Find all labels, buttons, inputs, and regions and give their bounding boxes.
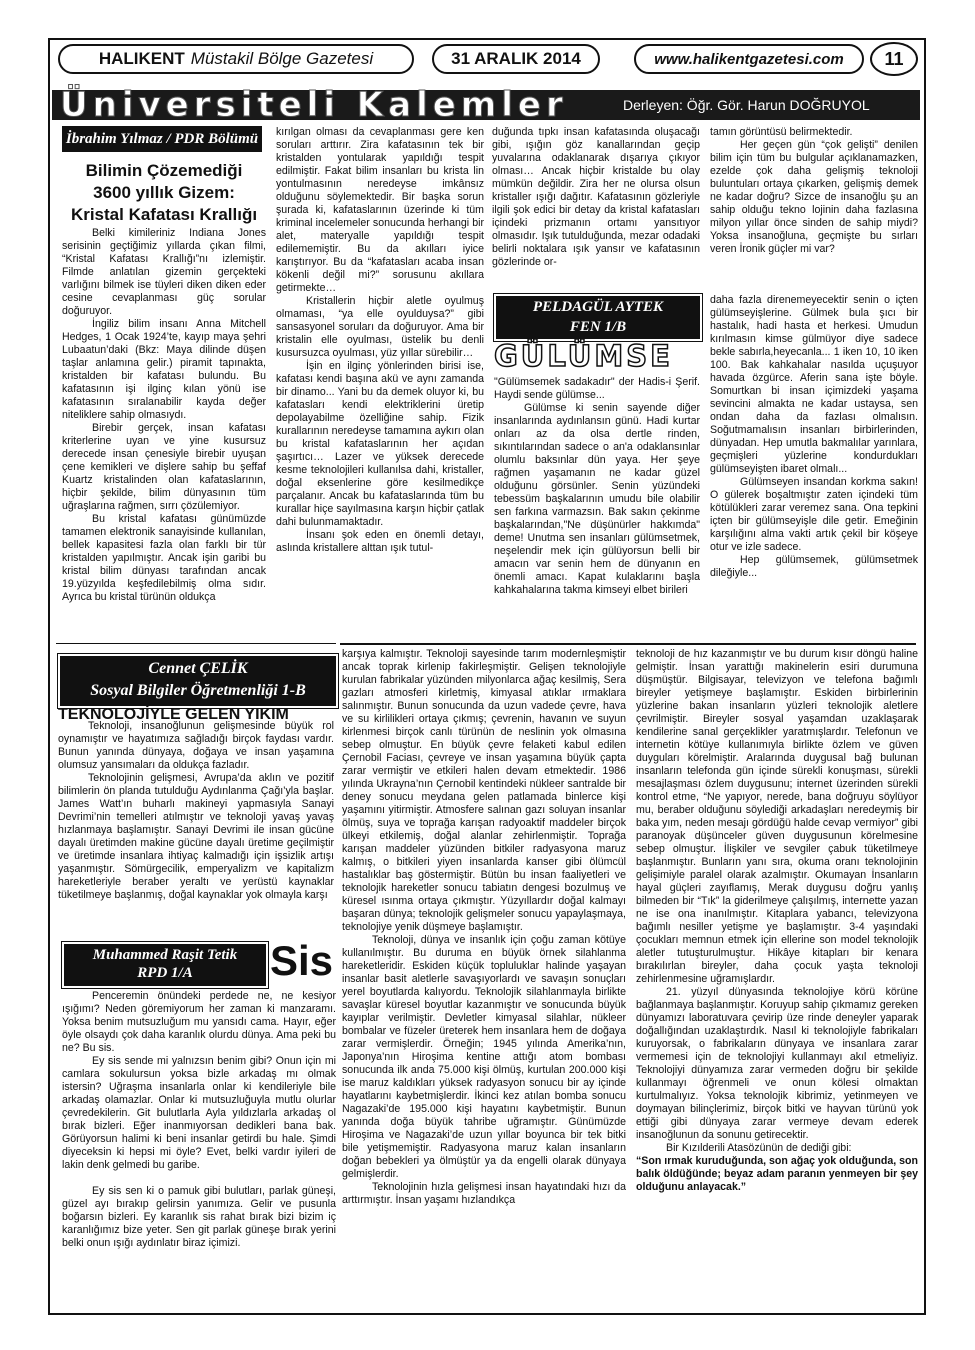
- paragraph: Bir Kızılderili Atasözünün de dediği gibi:: [666, 1142, 852, 1154]
- article2-author-class: FEN 1/B: [569, 319, 627, 335]
- article3-author-box: [58, 654, 338, 708]
- article4-author-class: RPD 1/A: [137, 965, 193, 981]
- masthead-date-pill: [432, 44, 600, 74]
- article1-author-box: [62, 126, 262, 152]
- paragraph: karşıya kalmıştır. Teknoloji sayesinde tarım modernleşmiştir ancak toprak kirlenip fakirleşmiştir. Gelişen teknolojiyle kurulan fabrikalar yüzünden milyonlarca ağaç kesilmiş, Sera gazları atmosferi kirletmiş, kimyasal atıklar ırmaklara salınmıştır. Bunun sonucunda da uzun vadede çevre, hava ve su kirlilikleri ortaya çıkmış; çevrenin, havanın ve suyun kirlenmesi birçok canlı türünün de neslinin yok olmasına sebep olmuştur. En büyük çevre felaketi kabul edilen Çernobil Faciası, çevreye ve insan yaşamına büyük çapta zarar vermiştir ve etkileri halen devam etmektedir. 1986 yılında Ukrayna’nın Çernobil kentindeki nükleer santralde bir deney sonucu meydana gelen patlamada binlerce kişi yaşamını yitirmiştir. Atmosfere salınan gazı soluyan insanlar ölmüş, suya ve toprağa karışan radyoaktif maddeler birçok ülkeyi etkilemiş, doğal alanlar zehirlenmiştir. Toprağa karışan maddeler yüzünden bitkiler radyasyona maruz kalmış, o bitkileri yiyen insanlarda kanser gibi ölümcül hastalıklar baş göstermiştir. Bütün bu insan faaliyetleri ve teknolojik hareketler sonucu tabiatın dengesi bozulmuş ve küresel ısınma ortaya çıkmıştır. Yüzyıllardır doğal kalmayı başaran dünya; teknolojik gelişmeler sonucu yapaylaşmaya, teknolojiye yenik düşmeye başlamıştır.: [342, 648, 626, 933]
- paragraph: İngiliz bilim insanı Anna Mitchell Hedges, 1 Ocak 1924’te, kayıp maya şehri Lubaatun’daki (Bkz: Maya dilinde düşen taşlar anlamına gelir.) piramit tapınakta, kristalden bir kafatası bulundu. Bu kafatasının işi ilginç kılan yönü ise kafatasının sıralanabilir kayda değer niteliklere sahip olmasıydı.: [62, 318, 266, 421]
- paper-brand: HALIKENT: [98, 49, 185, 68]
- middle-divider: [340, 643, 916, 645]
- paragraph: Gülümse ki senin sayende diğer insanlarında aydınlansın günü. Hadi kurtar onları az da olsa dertle rinden, sıkıntılarından sadece o an'a odaklansınlar olumlu baksınlar dün yaya. Her şeye rağmen yaşamanın ne kadar güzel olduğunu görsünler. Senin yüzündeki tebessüm başkalarının umudu bile olabilir sen farkına varmazsın. Bak sakın çekinme başkalarından,"Ne düşünürler hakkımda" deme! Unutma sen insanları gülümsetmek, neşelendir mek için gülüyorsun belli bir amacın var senin hem de dünyanın en önemli amacı. Kapat kulaklarını başla kahkahalarına takma kimseyi elbet birileri: [494, 402, 700, 596]
- paragraph: [62, 1172, 336, 1185]
- website-link: www.halikentgazetesi.com: [654, 50, 844, 68]
- article2-author-box: [494, 294, 702, 341]
- article3-column-1: [58, 720, 334, 930]
- paragraph: Bu kristal kafatası günümüzde tamamen elektronik sanayisinde kullanılan, bellek kapasitesi fazla olan farklı bir tür kristalden yapılmıştır. Ancak işin garibi bu kristal bilim dünyası tarafından ancak 19.yüzyılda keşfedilebilmiş olma sıdır. Ayrıca bu kristal türünün oldukça: [62, 513, 266, 603]
- paragraph: tamın görüntüsü belirmektedir.: [710, 126, 853, 138]
- paragraph: Teknolojinin gelişmesi, Avrupa’da aklın ve pozitif bilimlerin ön planda tutulduğu Aydınlanma Çağı’yla başlar. James Watt’ın buharlı makineyi yapmasıyla Sanayi Devrimi’nin temelleri atılmıştır ve teknoloji yavaş yavaş hızlanmaya başlamıştır. Sanayi Devrimi ile insan gücüne dayalı üretimden makine gücüne dayalı üretime geçilmiştir ve üretimde insanlara ihtiyaç kalmadığı için işsizlik artışı yaşanmıştır. Sömürgecilik, emperyalizm ve kapitalizm hareketleriyle beraber yeraltı ve yerüstü kaynaklar tüketilmeye başlanmış, doğal kaynaklar yok olmayla karşı: [58, 772, 334, 901]
- article1-column-4: [710, 126, 918, 284]
- article4-title: Sis: [270, 937, 334, 984]
- article1-column-3: [492, 126, 700, 281]
- paragraph: Penceremin önündeki perdede ne, ne kesiyor ışığımı? Neden göremiyorum her zaman ki manzaramı. Yoksa benim mutsuzluğum mu yansıdı cama. Hayır, eğer öyle olsaydı çok daha karanlık olurdu dünya. Ama peki bu ne? Bu sis.: [62, 990, 336, 1054]
- article3-column-3: [636, 648, 918, 1308]
- article2-column-2: [710, 294, 918, 638]
- left-divider: [56, 643, 336, 644]
- paragraph: Hep gülümsemek, gülümsetmek dileğiyle...: [710, 554, 918, 579]
- paragraph: Birebir gerçek, insan kafatası kriterlerine uyan ve yine kusursuz derecede insan çenesiyle birebir uyuşan çene kemikleri ve dişlere sahip bu şeffaf Kuartz kristalinden olan kafataslarının, hiçbir şekilde, bilim dünyasının tüm uğraşlarına rağmen, sırrı çözülemiyor.: [62, 422, 266, 512]
- article2-column-1: [494, 376, 700, 638]
- article3-column-2: [342, 648, 626, 1308]
- paragraph: Ey sis sen ki o pamuk gibi bulutları, parlak güneşi, güzel ayı bırakıp gelirsin yanımıza. Gelir ve pusunla boğarsın bizleri. Ey karanlık sis rahat bırak bizi bizim iç karanlığımız bize yeter. Sen git parlak güneşe bırak yerini belki onun ışığı aydınlatır biraz içimizi.: [62, 1185, 336, 1249]
- section-compiler: Derleyen: Öğr. Gör. Harun DOĞRUYOL: [623, 97, 870, 113]
- paragraph: 21. yüzyıl dünyasında teknolojiye körü körüne bağlanmaya başlanmıştır. Koruyup sahip çıkmamız gereken dünyamızı laboratuvara çevirip üze rinde deneyler yaparak doğallığından uzaklaştırdık. Nasıl ki teknolojiyle fabrikaları kuruyorsak, o fabrikaların dünyaya ve insanlara zarar vermemesi için de teknolojiyi kullanmayı akıl etmeliyiz. Teknolojiyi dünyamıza zarar vermeden doğru bir şekilde kullanmayı öğrenmeli ve onun kölesi olmaktan kurtulmalıyız. Yoksa teknolojik kibrimiz, yetinmeyen ve doymayan bilinçlerimiz, birçok bitki ve hayvan türünü yok ettiği gibi dünyaya zarar vermeye devam ederek insanoğlunun da sonunu getirecektir.: [636, 986, 918, 1141]
- issue-date: 31 ARALIK 2014: [451, 49, 581, 68]
- paper-subtitle: Müstakil Bölge Gazetesi: [190, 49, 374, 68]
- paragraph: "Gülümsemek sadakadır" der Hadis-i Şerif. Haydi sende gülümse...: [494, 376, 700, 401]
- article1-author: İbrahim Yılmaz / PDR Bölümü: [65, 131, 259, 147]
- paragraph: Teknolojinin hızla gelişmesi insan hayatındaki hızı da arttırmıştır. İnsan yaşamı hızlandıkça: [342, 1181, 626, 1206]
- article3-title: TEKNOLOJİYLE GELEN YIKIM: [58, 706, 289, 723]
- article2-author-name: PELDAGÜL AYTEK: [532, 299, 664, 315]
- paragraph: İşin en ilginç yönlerinden birisi ise, kafatası kendi başına akü ve aynı zamanda bir dinamo... Yani bu da demek oluyor ki, bu kafatasları kendi elektriklerini üretip depolayabilme özelliğine sahip. Fizik kurallarının neredeyse tamamına aykırı olan bu kristal kafataslarının her açıdan şaşırtıcı… Lazer ve yüksek derecede kesme teknolojileri kullanılsa dahi, kristaller, doğal eksenlerine göre kesilmedikçe parçalanır. Ancak bu kafataslarında tüm bu kurallar hiçe sayılmasına karşın hiçbir çatlak dahi bulunmamaktadır.: [276, 360, 484, 528]
- paragraph: kırılgan olması da cevaplanması gere ken soruları arttırır. Zira kafatasının tek bir kristalden yontularak yapıldığı tespit edilmiştir. Fakat bilim insanları bu krista lin yontulmasının neredeyse imkânsız olduğunu söylemektedir. Bir başka sorun şurada ki, kafataslarının üzerinde ki tüm kriminal incelemeler sonucunda herhangi bir alet, materyalle yapıldığı tespit edilememiştir. Bu da akılları iyice karıştırıyor. Bu da “kafatasları acaba insan kökenli değil mi?” sorusunu akıllara getirmekte…: [276, 126, 484, 294]
- paragraph: Teknoloji, insanoğlunun gelişmesinde büyük rol oynamıştır ve hayatımıza sağladığı birçok faydası vardır. Bunun yanında dünyaya, doğaya ve insan yaşamına olumsuz yansımaları da oldukça fazladır.: [58, 720, 334, 771]
- article1-column-1: [62, 227, 266, 637]
- paragraph: Teknoloji, dünya ve insanlık için çoğu zaman kötüye kullanılmıştır. Bu duruma en büyük örnek silahlanma hareketleridir. Eskiden küçük topluluklar halinde yaşayan insanlar basit aletlerle savaşıyorlardı ve savaşın sonuçları yerel boyutlarda kalıyordu. Teknolojik silahlanmayla birlikte savaşlar küresel boyutlar kazanmıştır ve sonucunda büyük kayıplar verilmiştir. Devletler kimyasal silahlar, nükleer bombalar ve füzeler üreterek hem insanlara hem de doğaya zarar vermişlerdir. Örneğin; 1945 yılında Amerika’nın, Japonya’nın Hiroşima kentine attığı atom bombası sonucunda ilk anda 75.000 kişi ölmüş, kurtulan 200.000 kişi ise maruz kaldıkları yüksek radyasyon sonucu bir ay içinde hayatlarını kaybetmişlerdir. İkinci kez atılan bomba sonucu Nagazaki’de 195.000 kişi hayatını kaybetmiştir. Bunun yanında doğa büyük tahribe uğramıştır. Günümüzde Hiroşima ve Nagazaki’de uzun yıllar boyunca bir tek bitki bile yetişmemiştir. Radyasyona maruz kalan insanların doğan bebekleri ya ölmüştür ya da engelli olarak dünyaya gelmişlerdir.: [342, 934, 626, 1180]
- article4-author-box: [62, 942, 268, 988]
- paragraph: daha fazla direnemeyecektir senin o içten gülümseyişlerine. Gülmek bula şıcı bir hastalık, hadi hasta et herkesi. Umudun kırılmasın kimse gülmüyor diye sadece bekle sabırla,heyecanla... 1 iken 10, 10 iken 100. Bak kahkahalar nasılda uçuşuyor havada özgürce. Aferin sana işte böyle. Somurtkan bi insan içimizdeki yaşama sevincini almakta ne kadar ustaysa, sen ondan daha da fazlası olmalısın. Soğutmamalısın insanları birbirlerinden, dünyadan. Hep umutla bakmalılar yarınlara, geçmişleri yüzlerine kondurdukları gülümseyişten ibaret olmalı...: [710, 294, 918, 475]
- page-number-pill: [870, 42, 918, 76]
- paragraph: duğunda tıpkı insan kafatasında oluşacağı gibi, ışığın göz kanallarından geçip yuvalarına odaklanarak dışarıya çıkıyor olması… Ancak hiçbir kristalde bu olay mümkün değildir. Zira her ne olursa olsun kristaller ışığı dağıtır. Kafatasının gözleriyle ilgili şok edici bir detay da kristal kafatasları içindeki prizmanın ortamı yansıtıyor olmasıdır. Işık tutulduğunda, mezar odadaki belirli noktalara ışık yansır ve kafatasının gözlerinde or-: [492, 126, 700, 268]
- article2-title: GÜLÜMSE: [494, 339, 673, 373]
- article3-author-department: Sosyal Bilgiler Öğretmenliği 1-B: [90, 682, 306, 699]
- section-title: Üniversiteli Kalemler: [60, 85, 568, 125]
- paragraph: Her geçen gün “çok gelişti” denilen bilim için tüm bu bulgular açıklanamazken, ezelde çok daha gelişmiş teknoloji buluntuları ortaya çıkarken, gelişmiş demek ne kadar doğru? Sizce de insanoğlu şu an sahip olduğu tekno lojinin daha fazlasına milyon yıllar önce sinden de sahip miydi? Yoksa insanoğluna, geçmişte bu sırları veren İronik güçler mi var?: [710, 139, 918, 255]
- page-number: 11: [884, 48, 904, 69]
- paragraph: Kristallerin hiçbir aletle oyulmuş olmaması, “ya elle oyulduysa?” gibi sansasyonel soruları da doğuruyor. Ama bir kristalin elle oyulması, üstelik bu denli kusursuzca oyulması, yüz yıllar sürebilir…: [276, 295, 484, 359]
- masthead-brand-pill: [58, 44, 414, 74]
- paragraph: İnsanı şok eden en önemli detayı, aslında kristallere alttan ışık tutul-: [276, 529, 484, 554]
- masthead-website-pill: [634, 44, 864, 74]
- paragraph: Belki kimileriniz Indiana Jones serisinin geçtiğimiz yıllarda çıkan filmi, “Kristal Kafatası Krallığı”nı izlemiştir. Filmde anlatılan gizemin gerçekteki varlığını bilmek ise tüyleri diken diken eder cesine cevaplanması güç sorular doğuruyor.: [62, 227, 266, 317]
- article1-column-2: [276, 126, 484, 637]
- article1-title: Bilimin Çözemediği 3600 yıllık Gizem: Kristal Kafatası Krallığı: [70, 161, 258, 224]
- article3-author-name: Cennet ÇELİK: [148, 660, 248, 677]
- article4-column-1: [62, 990, 336, 1308]
- article4-author-name: Muhammed Raşit Tetik: [92, 947, 238, 963]
- paragraph: teknoloji de hız kazanmıştır ve bu durum kısır döngü haline gelmiştir. İnsan yarattığı makinelerin esiri durumuna düşmüştür. Bilgisayar, televizyon ve telefona bağımlı bireyler yetişmeye başlamıştır. Eskiden birbirlerinin yüzlerine bakan insanların yüzleri teknolojik aletlere çevrilmiştir. Bireyler sosyal yaşamdan uzaklaşarak kendilerine sanal gerçeklikler yaratmışlardır. Telefonun ve internetin kötüye kullanımıyla birlikte özlem ve güven duyguları körelmiştir. Aralarında duygusal bağ bulunan insanların telefonda gün içinde sürekli konuşması, sürekli mesajlaşması özlem duygusunu; internet üzerinden sürekli kontrol etme, “Ne yapıyor, nerede, bana doğruyu söylüyor mu, beraber olduğunu söylediği arkadaşları neredeymiş bir baka yım, neden mesajı gördüğü halde cevap vermiyor” gibi paranoyak düşünceler güven duygusunun körelmesine sebep olmuştur. İlişkiler ve sevgiler çabuk tüketilmeye başlanmıştır. Bunların yanı sıra, okuma oranı teknolojinin gelişimiyle paralel olarak azalmıştır. Okumayan İnsanların hayal güçleri zayıflamış, Merak duygusu doğru yanlış bilmeden bir “Tık” la giderilmeye çalışılmış, internette yazan ne ise ona inanılmıştır. Kitaplara yabancı, televizyona bağımlı nesiller yetişme ye başlamıştır. 3-4 yaşındaki çocukları memnun etmek için ellerine son model teknolojik aletler tutuşturulmuştur. Hikâye kitapları bir kenara bırakılırlan bireyler, daha çocuk yaşta teknoloji zehirlenmesine uğramışlardır.: [636, 648, 918, 985]
- paragraph: Gülümseyen insandan korkma sakın! O gülerek boşaltmıştır zaten içindeki tüm kötülükleri zarar veremez sana. Ona tepkini içten bir gülümseyişle dile getir. Emeğinin karşılığını alma vakti artık çekil bir köşeye otur ve izle sadece.: [710, 476, 918, 553]
- paragraph: “Son ırmak kuruduğunda, son ağaç yok olduğunda, son balık öldüğünde; beyaz adam paranın yenmeyen bir şey olduğunu anlayacak.”: [636, 1155, 918, 1193]
- paragraph: Ey sis sende mi yalnızsın benim gibi? Onun için mi camlara sokulursun yoksa bizle arkadaş mı olmak istersin? Uğraşma insanlarla onlar ki kendileriyle bile arkadaş olamazlar. Onlar ki mutsuzluğuyla mutlu olurlar çevredekilerin. Git bulutlarla Ayla yıldızlarla arkadaş ol bırak bizleri. Eğer inanmıyorsan dedikleri bana bak. Görüyorsun halimi ki beni insanlar getirdi bu hale. Şimdi diyeceksin ki hepsi mi öyle? Evet, belki vardır iyileri de lakin denk gelmedi bu garibe.: [62, 1055, 336, 1171]
